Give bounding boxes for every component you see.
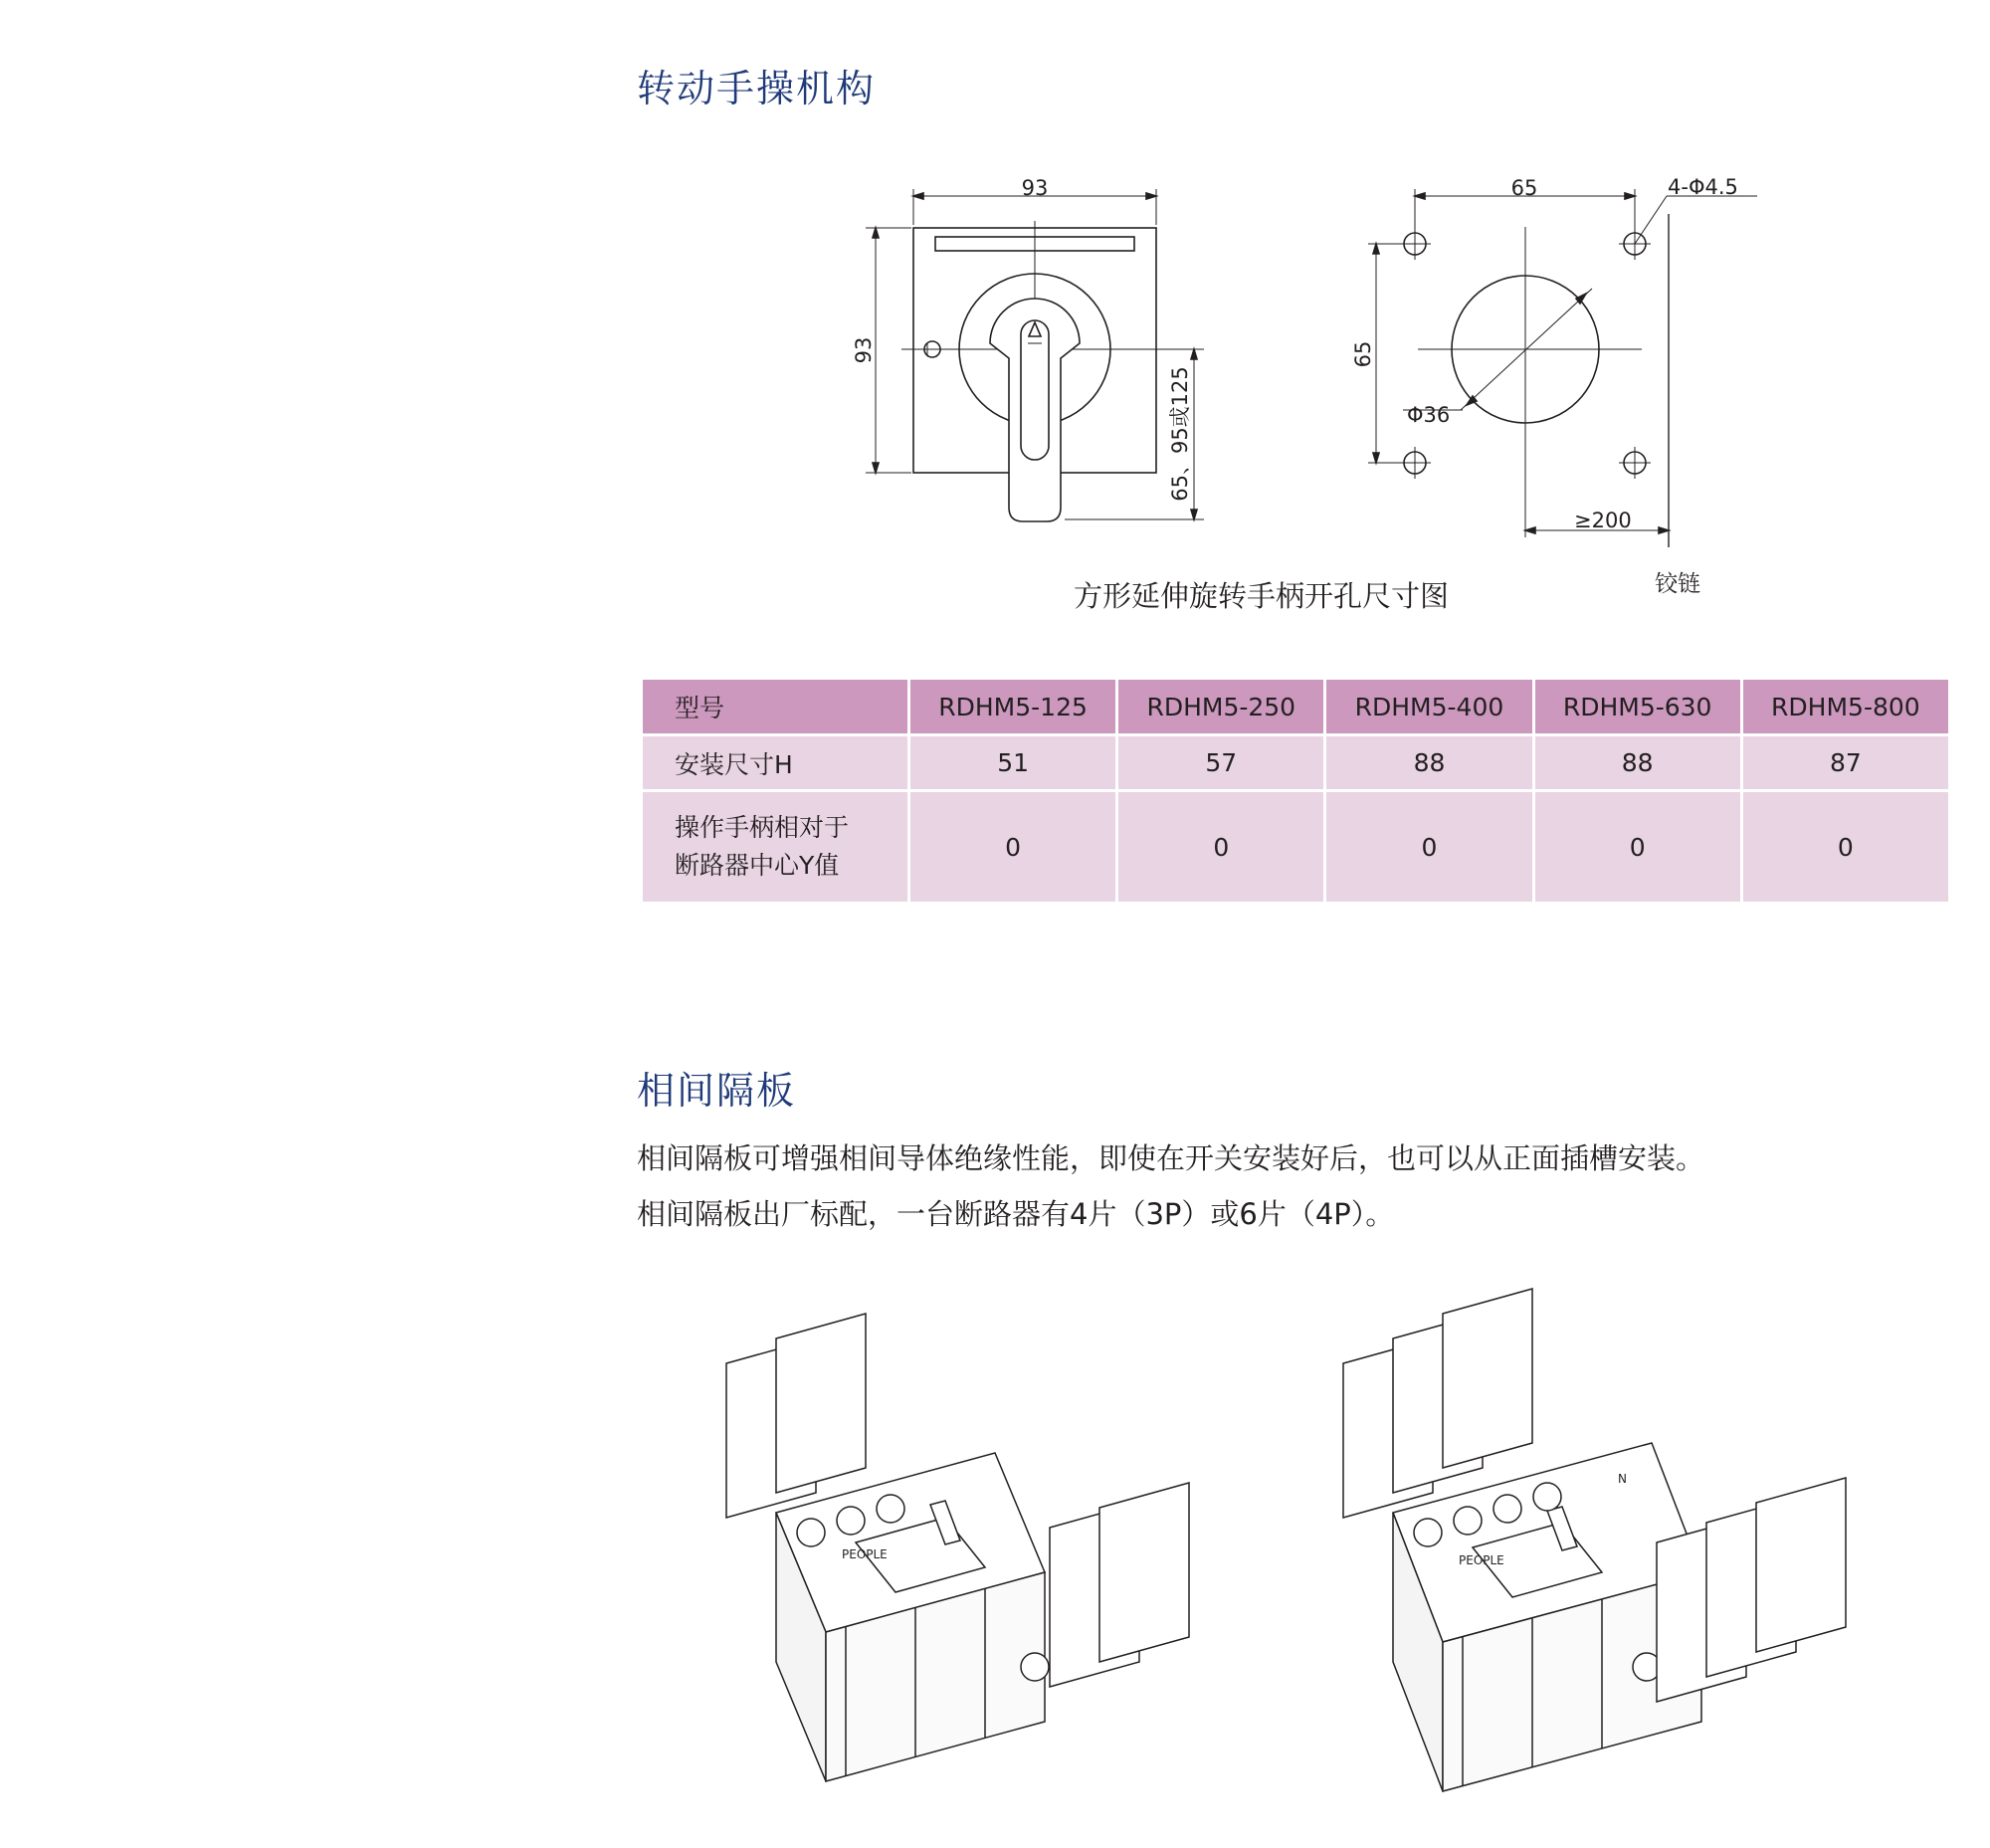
phase-barrier-illustrations [0, 1284, 1990, 1841]
hinge-label: 铰链 [1655, 571, 1700, 597]
product-brand-label: PEOPLE [842, 1547, 888, 1561]
table-cell: 88 [1535, 736, 1740, 789]
dim-holes-width: 65 [1510, 176, 1538, 200]
breaker-3p-illustration [726, 1314, 1189, 1781]
table-cell: 51 [910, 736, 1115, 789]
table-cell: 0 [1743, 792, 1948, 902]
table-header-cell: RDHM5-250 [1118, 680, 1323, 733]
breaker-4p-illustration [1343, 1289, 1846, 1791]
table-cell: 57 [1118, 736, 1323, 789]
rotary-handle-cutout-drawing [0, 0, 1990, 637]
table-cell: 88 [1326, 736, 1531, 789]
table-row [643, 736, 1948, 789]
dim-circle-diameter: Φ36 [1407, 403, 1451, 427]
table-row-label: 安装尺寸H [643, 736, 907, 789]
section-description [637, 1130, 1704, 1242]
dim-hinge-clearance: ≥200 [1574, 509, 1632, 532]
dim-plate-width: 93 [1021, 176, 1049, 200]
table-header-row [643, 680, 1948, 733]
table-header-cell: RDHM5-400 [1326, 680, 1531, 733]
description-line: 相间隔板可增强相间导体绝缘性能，即使在开关安装好后，也可以从正面插槽安装。 [637, 1141, 1705, 1175]
dim-bolt-holes: 4-Φ4.5 [1668, 175, 1738, 199]
dim-holes-height: 65 [1351, 340, 1375, 368]
table-cell: 87 [1743, 736, 1948, 789]
section-title-phase-barrier: 相间隔板 [637, 1069, 797, 1113]
dim-handle-length: 65、95或125 [1168, 366, 1192, 502]
table-row-label-line: 操作手柄相对于 [675, 813, 850, 842]
product-brand-label: PEOPLE [1459, 1553, 1504, 1567]
dim-plate-height: 93 [852, 336, 876, 364]
table-cell: 0 [910, 792, 1115, 902]
terminal-n-label: N [1618, 1472, 1627, 1486]
table-cell: 0 [1326, 792, 1531, 902]
table-header-cell: RDHM5-125 [910, 680, 1115, 733]
spec-table [640, 677, 1951, 905]
description-line: 相间隔板出厂标配，一台断路器有4片（3P）或6片（4P）。 [637, 1197, 1395, 1231]
table-header-cell: RDHM5-630 [1535, 680, 1740, 733]
table-cell: 0 [1535, 792, 1740, 902]
table-header-cell: 型号 [643, 680, 907, 733]
table-row-label [643, 792, 907, 902]
section-title-rotary-handle: 转动手操机构 [637, 67, 877, 110]
table-header-cell: RDHM5-800 [1743, 680, 1948, 733]
table-cell: 0 [1118, 792, 1323, 902]
table-row [643, 792, 1948, 902]
drawing-caption: 方形延伸旋转手柄开孔尺寸图 [1074, 579, 1450, 613]
table-row-label-line: 断路器中心Y值 [675, 851, 840, 880]
